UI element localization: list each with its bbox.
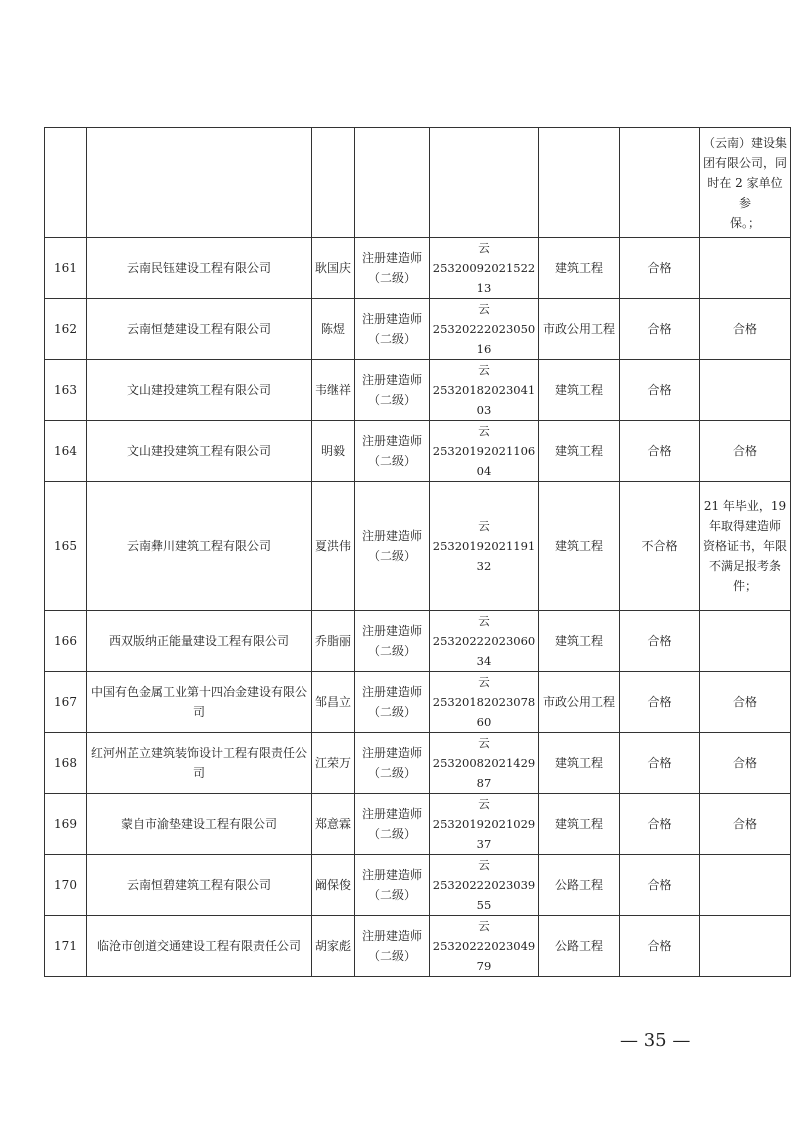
cell-qualification (355, 238, 430, 299)
cell-specialty: 建筑工程 (539, 611, 620, 672)
cell-name: 阚保俊 (312, 855, 355, 916)
cell-name: 乔脂丽 (312, 611, 355, 672)
qualification-table (44, 127, 791, 977)
cell-company (87, 421, 312, 482)
cell-certificate-line: 2532019202110604 (432, 444, 536, 478)
cell-certificate-line: 云 (478, 302, 490, 316)
cell-remark-line: 21 年毕业，19 (703, 499, 787, 513)
cell-certificate-line: 2532022202304979 (432, 939, 536, 973)
cell-remark-line: 件； (732, 579, 757, 593)
cell-qualification-line: （二级） (367, 549, 416, 563)
cell-certificate (430, 794, 539, 855)
table-row (45, 672, 791, 733)
cell-company-line: 司 (192, 766, 205, 780)
cell-certificate-line: 2532008202142987 (432, 756, 536, 790)
cell-name: 陈煜 (312, 299, 355, 360)
cell-qualification (355, 611, 430, 672)
cell-qualification-line: （二级） (367, 705, 416, 719)
cell-no: 170 (45, 855, 87, 916)
cell-no: 166 (45, 611, 87, 672)
cell-qualification-line: 注册建造师 (361, 746, 422, 760)
cell-company-line: 云南恒楚建设工程有限公司 (126, 322, 271, 336)
cell-company (87, 855, 312, 916)
cell-result: 合格 (620, 238, 700, 299)
cell-certificate (430, 855, 539, 916)
cell-qualification (355, 128, 430, 238)
cell-certificate-line: 2532019202119132 (432, 539, 536, 573)
cell-certificate (430, 421, 539, 482)
cell-qualification-line: （二级） (367, 827, 416, 841)
cell-certificate-line: 2532022202303955 (432, 878, 536, 912)
cell-qualification (355, 916, 430, 977)
cell-remark-line: 合格 (732, 322, 757, 336)
cell-result: 合格 (620, 916, 700, 977)
cell-name: 明毅 (312, 421, 355, 482)
table-row-continued (45, 128, 791, 238)
cell-company (87, 611, 312, 672)
cell-specialty: 市政公用工程 (539, 672, 620, 733)
cell-name: 胡家彪 (312, 916, 355, 977)
cell-company-line: 临沧市创道交通建设工程有限责任公司 (96, 939, 301, 953)
cell-certificate (430, 238, 539, 299)
cell-qualification-line: 注册建造师 (361, 929, 422, 943)
cell-certificate-line: 云 (478, 614, 490, 628)
cell-certificate-line: 云 (478, 675, 490, 689)
cell-result: 合格 (620, 855, 700, 916)
cell-result: 合格 (620, 299, 700, 360)
cell-result: 合格 (620, 672, 700, 733)
cell-qualification-line: （二级） (367, 644, 416, 658)
cell-certificate-line: 2532022202305016 (432, 322, 536, 356)
cell-company (87, 482, 312, 611)
cell-company-line: 西双版纳正能量建设工程有限公司 (108, 634, 289, 648)
cell-certificate (430, 672, 539, 733)
cell-no: 169 (45, 794, 87, 855)
cell-remark (700, 421, 791, 482)
cell-specialty: 公路工程 (539, 855, 620, 916)
table-row (45, 611, 791, 672)
cell-company-line: 文山建投建筑工程有限公司 (126, 444, 271, 458)
cell-no (45, 128, 87, 238)
cell-result: 合格 (620, 421, 700, 482)
cell-certificate-line: 云 (478, 736, 490, 750)
table-row (45, 238, 791, 299)
remark-line: 团有限公司，同 (702, 155, 787, 170)
cell-qualification-line: （二级） (367, 949, 416, 963)
cell-remark (700, 128, 791, 238)
cell-company (87, 733, 312, 794)
cell-specialty (539, 128, 620, 238)
cell-specialty: 建筑工程 (539, 238, 620, 299)
cell-qualification (355, 672, 430, 733)
cell-certificate-line: 云 (478, 519, 490, 533)
cell-name: 耿国庆 (312, 238, 355, 299)
cell-qualification-line: （二级） (367, 393, 416, 407)
remark-line: （云南）建设集 (702, 135, 787, 150)
cell-name: 邹昌立 (312, 672, 355, 733)
cell-remark (700, 238, 791, 299)
cell-company (87, 238, 312, 299)
cell-certificate (430, 733, 539, 794)
cell-qualification-line: 注册建造师 (361, 807, 422, 821)
table-row (45, 855, 791, 916)
cell-result: 合格 (620, 360, 700, 421)
cell-remark-line: 合格 (732, 817, 757, 831)
cell-certificate (430, 360, 539, 421)
cell-company (87, 794, 312, 855)
cell-certificate-line: 云 (478, 241, 490, 255)
cell-certificate (430, 299, 539, 360)
cell-no: 163 (45, 360, 87, 421)
table-row (45, 916, 791, 977)
cell-no: 164 (45, 421, 87, 482)
cell-certificate-line: 云 (478, 424, 490, 438)
table-row (45, 794, 791, 855)
cell-remark-line: 合格 (732, 444, 757, 458)
cell-remark (700, 360, 791, 421)
cell-qualification-line: 注册建造师 (361, 624, 422, 638)
cell-no: 167 (45, 672, 87, 733)
cell-result: 不合格 (620, 482, 700, 611)
cell-no: 165 (45, 482, 87, 611)
cell-certificate (430, 916, 539, 977)
table-row (45, 733, 791, 794)
cell-company (87, 299, 312, 360)
cell-qualification (355, 733, 430, 794)
cell-result: 合格 (620, 733, 700, 794)
page-number: — 35 — (620, 1030, 691, 1051)
cell-qualification-line: （二级） (367, 454, 416, 468)
cell-qualification-line: 注册建造师 (361, 251, 422, 265)
cell-remark (700, 299, 791, 360)
cell-qualification (355, 855, 430, 916)
cell-company-line: 云南民钰建设工程有限公司 (126, 261, 271, 275)
cell-certificate (430, 128, 539, 238)
cell-qualification-line: 注册建造师 (361, 312, 422, 326)
cell-qualification-line: 注册建造师 (361, 434, 422, 448)
table-row (45, 299, 791, 360)
cell-qualification-line: 注册建造师 (361, 373, 422, 387)
cell-remark-line: 资格证书，年限 (702, 539, 787, 553)
cell-name: 江荣万 (312, 733, 355, 794)
cell-name: 韦继祥 (312, 360, 355, 421)
cell-company (87, 128, 312, 238)
cell-remark (700, 611, 791, 672)
table-row (45, 482, 791, 611)
cell-remark-line: 不满足报考条 (708, 559, 781, 573)
cell-qualification-line: （二级） (367, 766, 416, 780)
table-row (45, 360, 791, 421)
cell-company (87, 672, 312, 733)
cell-certificate-line: 2532009202152213 (432, 261, 536, 295)
cell-certificate (430, 482, 539, 611)
cell-specialty: 市政公用工程 (539, 299, 620, 360)
cell-qualification-line: 注册建造师 (361, 868, 422, 882)
cell-specialty: 公路工程 (539, 916, 620, 977)
cell-remark-line: 合格 (732, 695, 757, 709)
cell-company-line: 蒙自市渝垫建设工程有限公司 (120, 817, 277, 831)
cell-remark-line: 年取得建造师 (708, 519, 781, 533)
cell-qualification (355, 794, 430, 855)
cell-qualification (355, 482, 430, 611)
cell-company-line: 云南彝川建筑工程有限公司 (126, 539, 271, 553)
cell-specialty: 建筑工程 (539, 794, 620, 855)
cell-qualification-line: 注册建造师 (361, 685, 422, 699)
cell-qualification (355, 299, 430, 360)
cell-remark (700, 855, 791, 916)
cell-company-line: 司 (192, 705, 205, 719)
cell-certificate-line: 2532019202102937 (432, 817, 536, 851)
cell-remark-line: 合格 (732, 756, 757, 770)
cell-company-line: 文山建投建筑工程有限公司 (126, 383, 271, 397)
remark-line: 保。； (729, 215, 760, 230)
cell-company (87, 360, 312, 421)
cell-company-line: 中国有色金属工业第十四冶金建设有限公 (90, 685, 307, 699)
cell-name (312, 128, 355, 238)
cell-certificate (430, 611, 539, 672)
cell-remark (700, 733, 791, 794)
cell-certificate-line: 2532022202306034 (432, 634, 536, 668)
cell-remark (700, 794, 791, 855)
cell-remark (700, 916, 791, 977)
remark-line: 时在 2 家单位参 (707, 175, 783, 210)
cell-name: 夏洪伟 (312, 482, 355, 611)
cell-specialty: 建筑工程 (539, 482, 620, 611)
cell-qualification (355, 360, 430, 421)
cell-qualification (355, 421, 430, 482)
table-row (45, 421, 791, 482)
cell-certificate-line: 2532018202307860 (432, 695, 536, 729)
cell-remark (700, 672, 791, 733)
cell-no: 171 (45, 916, 87, 977)
cell-remark (700, 482, 791, 611)
cell-certificate-line: 云 (478, 797, 490, 811)
cell-qualification-line: （二级） (367, 332, 416, 346)
cell-company (87, 916, 312, 977)
cell-certificate-line: 2532018202304103 (432, 383, 536, 417)
cell-qualification-line: （二级） (367, 271, 416, 285)
cell-result: 合格 (620, 611, 700, 672)
table-body (45, 128, 791, 977)
cell-qualification-line: （二级） (367, 888, 416, 902)
cell-qualification-line: 注册建造师 (361, 529, 422, 543)
cell-certificate-line: 云 (478, 363, 490, 377)
cell-no: 162 (45, 299, 87, 360)
cell-result (620, 128, 700, 238)
cell-specialty: 建筑工程 (539, 733, 620, 794)
cell-company-line: 红河州芷立建筑装饰设计工程有限责任公 (90, 746, 307, 760)
cell-certificate-line: 云 (478, 919, 490, 933)
cell-no: 168 (45, 733, 87, 794)
cell-specialty: 建筑工程 (539, 421, 620, 482)
cell-no: 161 (45, 238, 87, 299)
cell-name: 郑意霖 (312, 794, 355, 855)
cell-result: 合格 (620, 794, 700, 855)
cell-company-line: 云南恒碧建筑工程有限公司 (126, 878, 271, 892)
cell-specialty: 建筑工程 (539, 360, 620, 421)
cell-certificate-line: 云 (478, 858, 490, 872)
